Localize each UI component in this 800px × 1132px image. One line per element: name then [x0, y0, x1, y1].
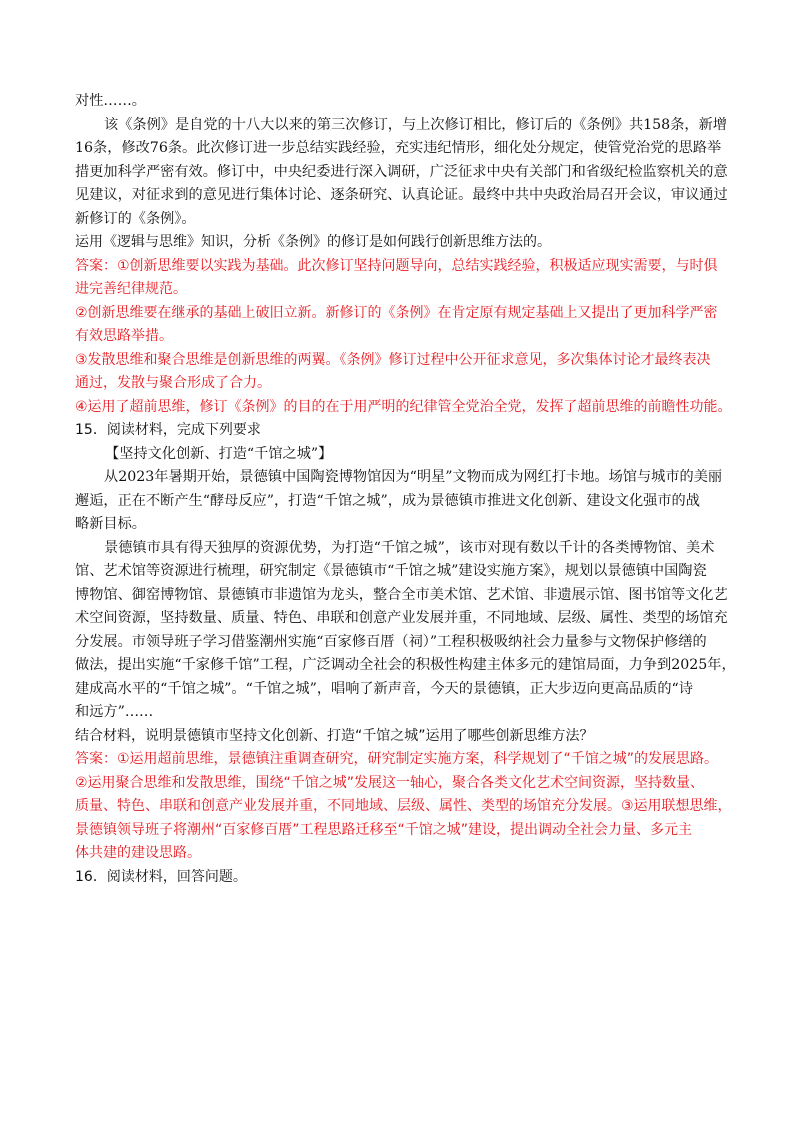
passage-line: 馆、艺术馆等资源进行梳理，研究制定《景德镇市“千馆之城”建设实施方案》，规划以景德镇中国陶瓷: [75, 563, 707, 579]
answer-line: ②创新思维要在继承的基础上破旧立新。新修订的《条例》在肯定原有规定基础上又提出了更加科学严密: [75, 304, 718, 321]
answer-line: ④运用了超前思维，修订《条例》的目的在于用严明的纪律管全党治全党，发挥了超前思维的前瞻性功能。: [75, 398, 732, 415]
answer-line: 通过，发散与聚合形成了合力。: [75, 375, 271, 391]
answer-line: 质量、特色、串联和创意产业发展并重，不同地域、层级、属性、类型的场馆充分发展。③运用联想思维，: [75, 798, 732, 814]
passage-line: 该《条例》是自党的十八大以来的第三次修订，与上次修订相比，修订后的《条例》共158条，新增: [104, 116, 727, 133]
answer-line: ②运用聚合思维和发散思维，围绕“千馆之城”发展这一轴心，聚合各类文化艺术空间资源，坚持数量、: [75, 774, 705, 791]
answer-text: ①创新思维要以实践为基础。此次修订坚持问题导向，总结实践经验，积极适应现实需要，与时俱: [117, 257, 718, 274]
question-header: 15．阅读材料，完成下列要求: [75, 422, 261, 438]
question-prompt: 运用《逻辑与思维》知识，分析《条例》的修订是如何践行创新思维方法的。: [75, 234, 551, 250]
material-heading: 【坚持文化创新、打造“千馆之城”】: [105, 445, 333, 462]
passage-line: 景德镇市具有得天独厚的资源优势，为打造“千馆之城”，该市对现有数以千计的各类博物馆、美术: [104, 539, 715, 556]
answer-line: 景德镇领导班子将潮州“百家修百厝”工程思路迁移至“千馆之城”建设，提出调动全社会力量、多元主: [75, 821, 693, 838]
answer-text: ①运用超前思维，景德镇注重调查研究，研究制定实施方案，科学规划了“千馆之城”的发展思路。: [117, 751, 719, 767]
passage-line: 16条，修改76条。此次修订进一步总结实践经验，充实违纪情形，细化处分规定，使管党治党的思路举: [75, 140, 722, 156]
answer-label: 答案：: [75, 257, 117, 274]
passage-line: 见建议，对征求到的意见进行集体讨论、逐条研究、认真论证。最终中共中央政治局召开会议，审议通过: [75, 187, 728, 203]
passage-line: 从2023年暑期开始，景德镇中国陶瓷博物馆因为“明星”文物而成为网红打卡地。场馆与城市的美丽: [104, 469, 723, 485]
passage-line: 博物馆、御窑博物馆、景德镇市非遗馆为龙头，整合全市美术馆、艺术馆、非遗展示馆、图书馆等文化艺: [75, 586, 728, 603]
passage-line: 邂逅，正在不断产生“酵母反应”，打造“千馆之城”，成为景德镇市推进文化创新、建设文化强市的战: [75, 492, 700, 509]
document-page: [75, 90, 735, 889]
passage-line: 术空间资源，坚持数量、质量、特色、串联和创意产业发展并重，不同地域、层级、属性、类型的场馆充: [75, 610, 728, 626]
answer-line: [75, 748, 735, 772]
answer-line: 进完善纪律规范。: [75, 281, 187, 297]
answer-line: 体共建的建设思路。: [75, 845, 201, 861]
question-prompt: 结合材料，说明景德镇市坚持文化创新、打造“千馆之城”运用了哪些创新思维方法？: [75, 727, 594, 744]
passage-line: 做法，提出实施“千家修千馆”工程，广泛调动全社会的积极性构建主体多元的建馆局面，力争到2025年，: [75, 657, 736, 673]
answer-label: 答案：: [75, 751, 117, 767]
answer-line: ③发散思维和聚合思维是创新思维的两翼。《条例》修订过程中公开征求意见，多次集体讨论才最终表决: [75, 351, 711, 368]
question-header: 16．阅读材料，回答问题。: [75, 868, 247, 885]
passage-line: 新修订的《条例》。: [75, 210, 196, 227]
passage-line: 建成高水平的“千馆之城”。“千馆之城”，唱响了新声音，今天的景德镇，正大步迈向更高品质的“诗: [75, 680, 693, 697]
answer-line: 有效思路举措。: [75, 328, 173, 344]
passage-line: 和远方”……: [75, 704, 154, 720]
passage-line: 措更加科学严密有效。修订中，中央纪委进行深入调研，广泛征求中央有关部门和省级纪检监察机关的意: [75, 163, 728, 180]
passage-line: 对性……。: [75, 93, 146, 109]
answer-line: [75, 255, 735, 279]
passage-line: 分发展。市领导班子学习借鉴潮州实施“百家修百厝（祠）”工程积极吸纳社会力量参与文物保护修缮的: [75, 633, 707, 650]
passage-line: 略新目标。: [75, 516, 146, 532]
